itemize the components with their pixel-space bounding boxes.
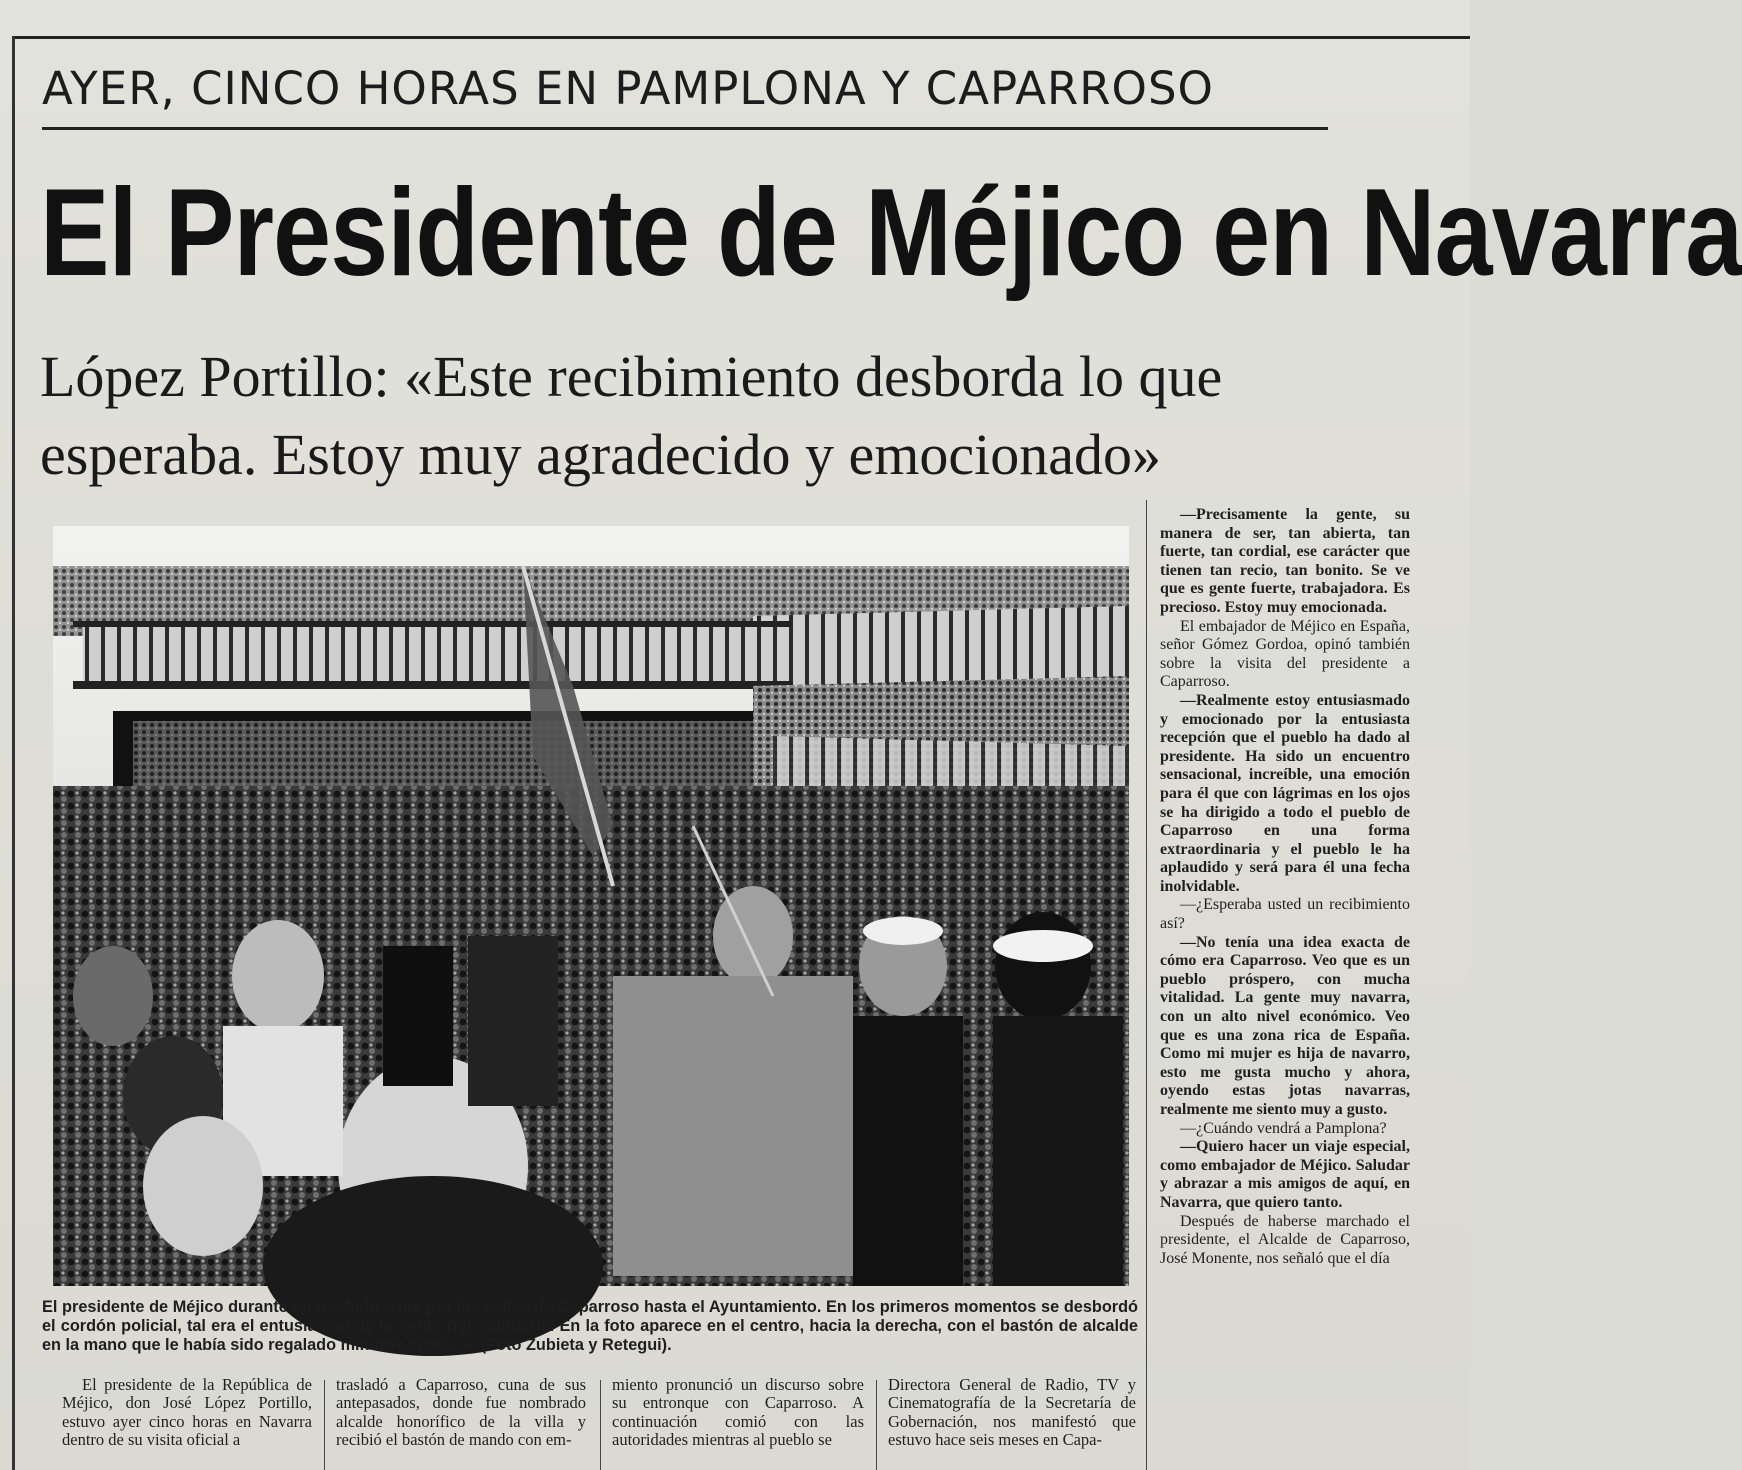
column-separator [600, 1380, 601, 1470]
article-column-2-text: trasladó a Caparroso, cuna de sus antepasados, donde fue nombrado alcalde honorífico de la villa y recibió el bastón de mando con em- [336, 1375, 586, 1450]
right-column-paragraph: —Quiero hacer un viaje especial, como embajador de Méjico. Saludar y abrazar a mis amigos de aquí, en Navarra, que quiero tanto. [1160, 1138, 1410, 1211]
article-column-1 [62, 1376, 312, 1450]
kicker-underline [42, 127, 1328, 130]
right-column-paragraph: —No tenía una idea exacta de cómo era Caparroso. Veo que es un pueblo próspero, con mucha vitalidad. La gente muy navarra, con un alto nivel económico. Veo que es una zona rica de España. Como mi mujer es hija de navarro, esto me gusta mucho y ahora, oyendo estas jotas navarras, realmente me siento muy a gusto. [1160, 933, 1410, 1118]
article-column-3-text: miento pronunció un discurso sobre su entronque con Caparroso. A continuación comió con las autoridades mientras al pueblo se [612, 1375, 864, 1450]
right-column-paragraph: —¿Esperaba usted un recibimiento así? [1160, 896, 1410, 933]
right-column-paragraph: Después de haberse marchado el presidente, el Alcalde de Caparroso, José Monente, nos señaló que el día [1160, 1212, 1410, 1267]
kicker-headline: AYER, CINCO HORAS EN PAMPLONA Y CAPARROSO [42, 62, 1214, 115]
article-column-1-text: El presidente de la República de Méjico, don José López Portillo, estuvo ayer cinco horas en Navarra dentro de su visita oficial a [62, 1375, 312, 1450]
subheadline-line-2: esperaba. Estoy muy agradecido y emocionado» [40, 422, 1161, 487]
right-column-paragraph: —¿Cuándo vendrá a Pamplona? [1180, 1119, 1387, 1137]
right-column-paragraph: —Realmente estoy entusiasmado y emocionado por la entusiasta recepción que el pueblo ha dado al presidente. Ha sido un encuentro sensacional, increíble, una emoción para él que con lágrimas en los ojos se ha dirigido a todo el pueblo de Caparroso en una forma extraordinaria y el pueblo le ha aplaudido y será para él una fecha inolvidable. [1160, 691, 1410, 895]
subheadline [40, 338, 1440, 494]
subheadline-line-1: López Portillo: «Este recibimiento desborda lo que [40, 344, 1223, 409]
article-column-4-text: Directora General de Radio, TV y Cinematografía de la Secretaría de Gobernación, nos manifestó que estuvo hace seis meses en Capa- [888, 1375, 1136, 1450]
left-border-rule [12, 36, 15, 1470]
right-column-paragraph: El embajador de Méjico en España, señor Gómez Gordoa, opinó también sobre la visita del presidente a Caparroso. [1160, 617, 1410, 691]
article-column-2 [336, 1376, 586, 1450]
right-article-column [1160, 506, 1410, 1268]
top-border-rule [12, 36, 1470, 39]
crowd-photo-icon [53, 526, 1129, 1286]
article-column-3 [612, 1376, 864, 1450]
column-separator [876, 1380, 877, 1470]
column-separator [324, 1380, 325, 1470]
right-column-paragraph: —Precisamente la gente, su manera de ser, tan abierta, tan fuerte, tan cordial, ese carácter que tienen tan recio, tan bonito. Se ve que es gente fuerte, trabajadora. Es precioso. Estoy muy emocionada. [1160, 506, 1410, 616]
main-headline: El Presidente de Méjico en Navarra [40, 164, 1742, 302]
photo-caption: El presidente de Méjico durante su traslado a pie por las calles de Caparroso hasta el Ayuntamiento. En los primeros momentos se desbordó el cordón policial, tal era el entusiasmo de la gente por saludarle. En la foto aparece en el centro, hacia la derecha, con el bastón de alcalde en la mano que le había sido regalado minutos antes. — (Foto Zubieta y Retegui). [42, 1298, 1138, 1354]
article-column-4 [888, 1376, 1136, 1450]
column-separator [1146, 500, 1147, 1470]
crowd-photo [53, 526, 1129, 1286]
